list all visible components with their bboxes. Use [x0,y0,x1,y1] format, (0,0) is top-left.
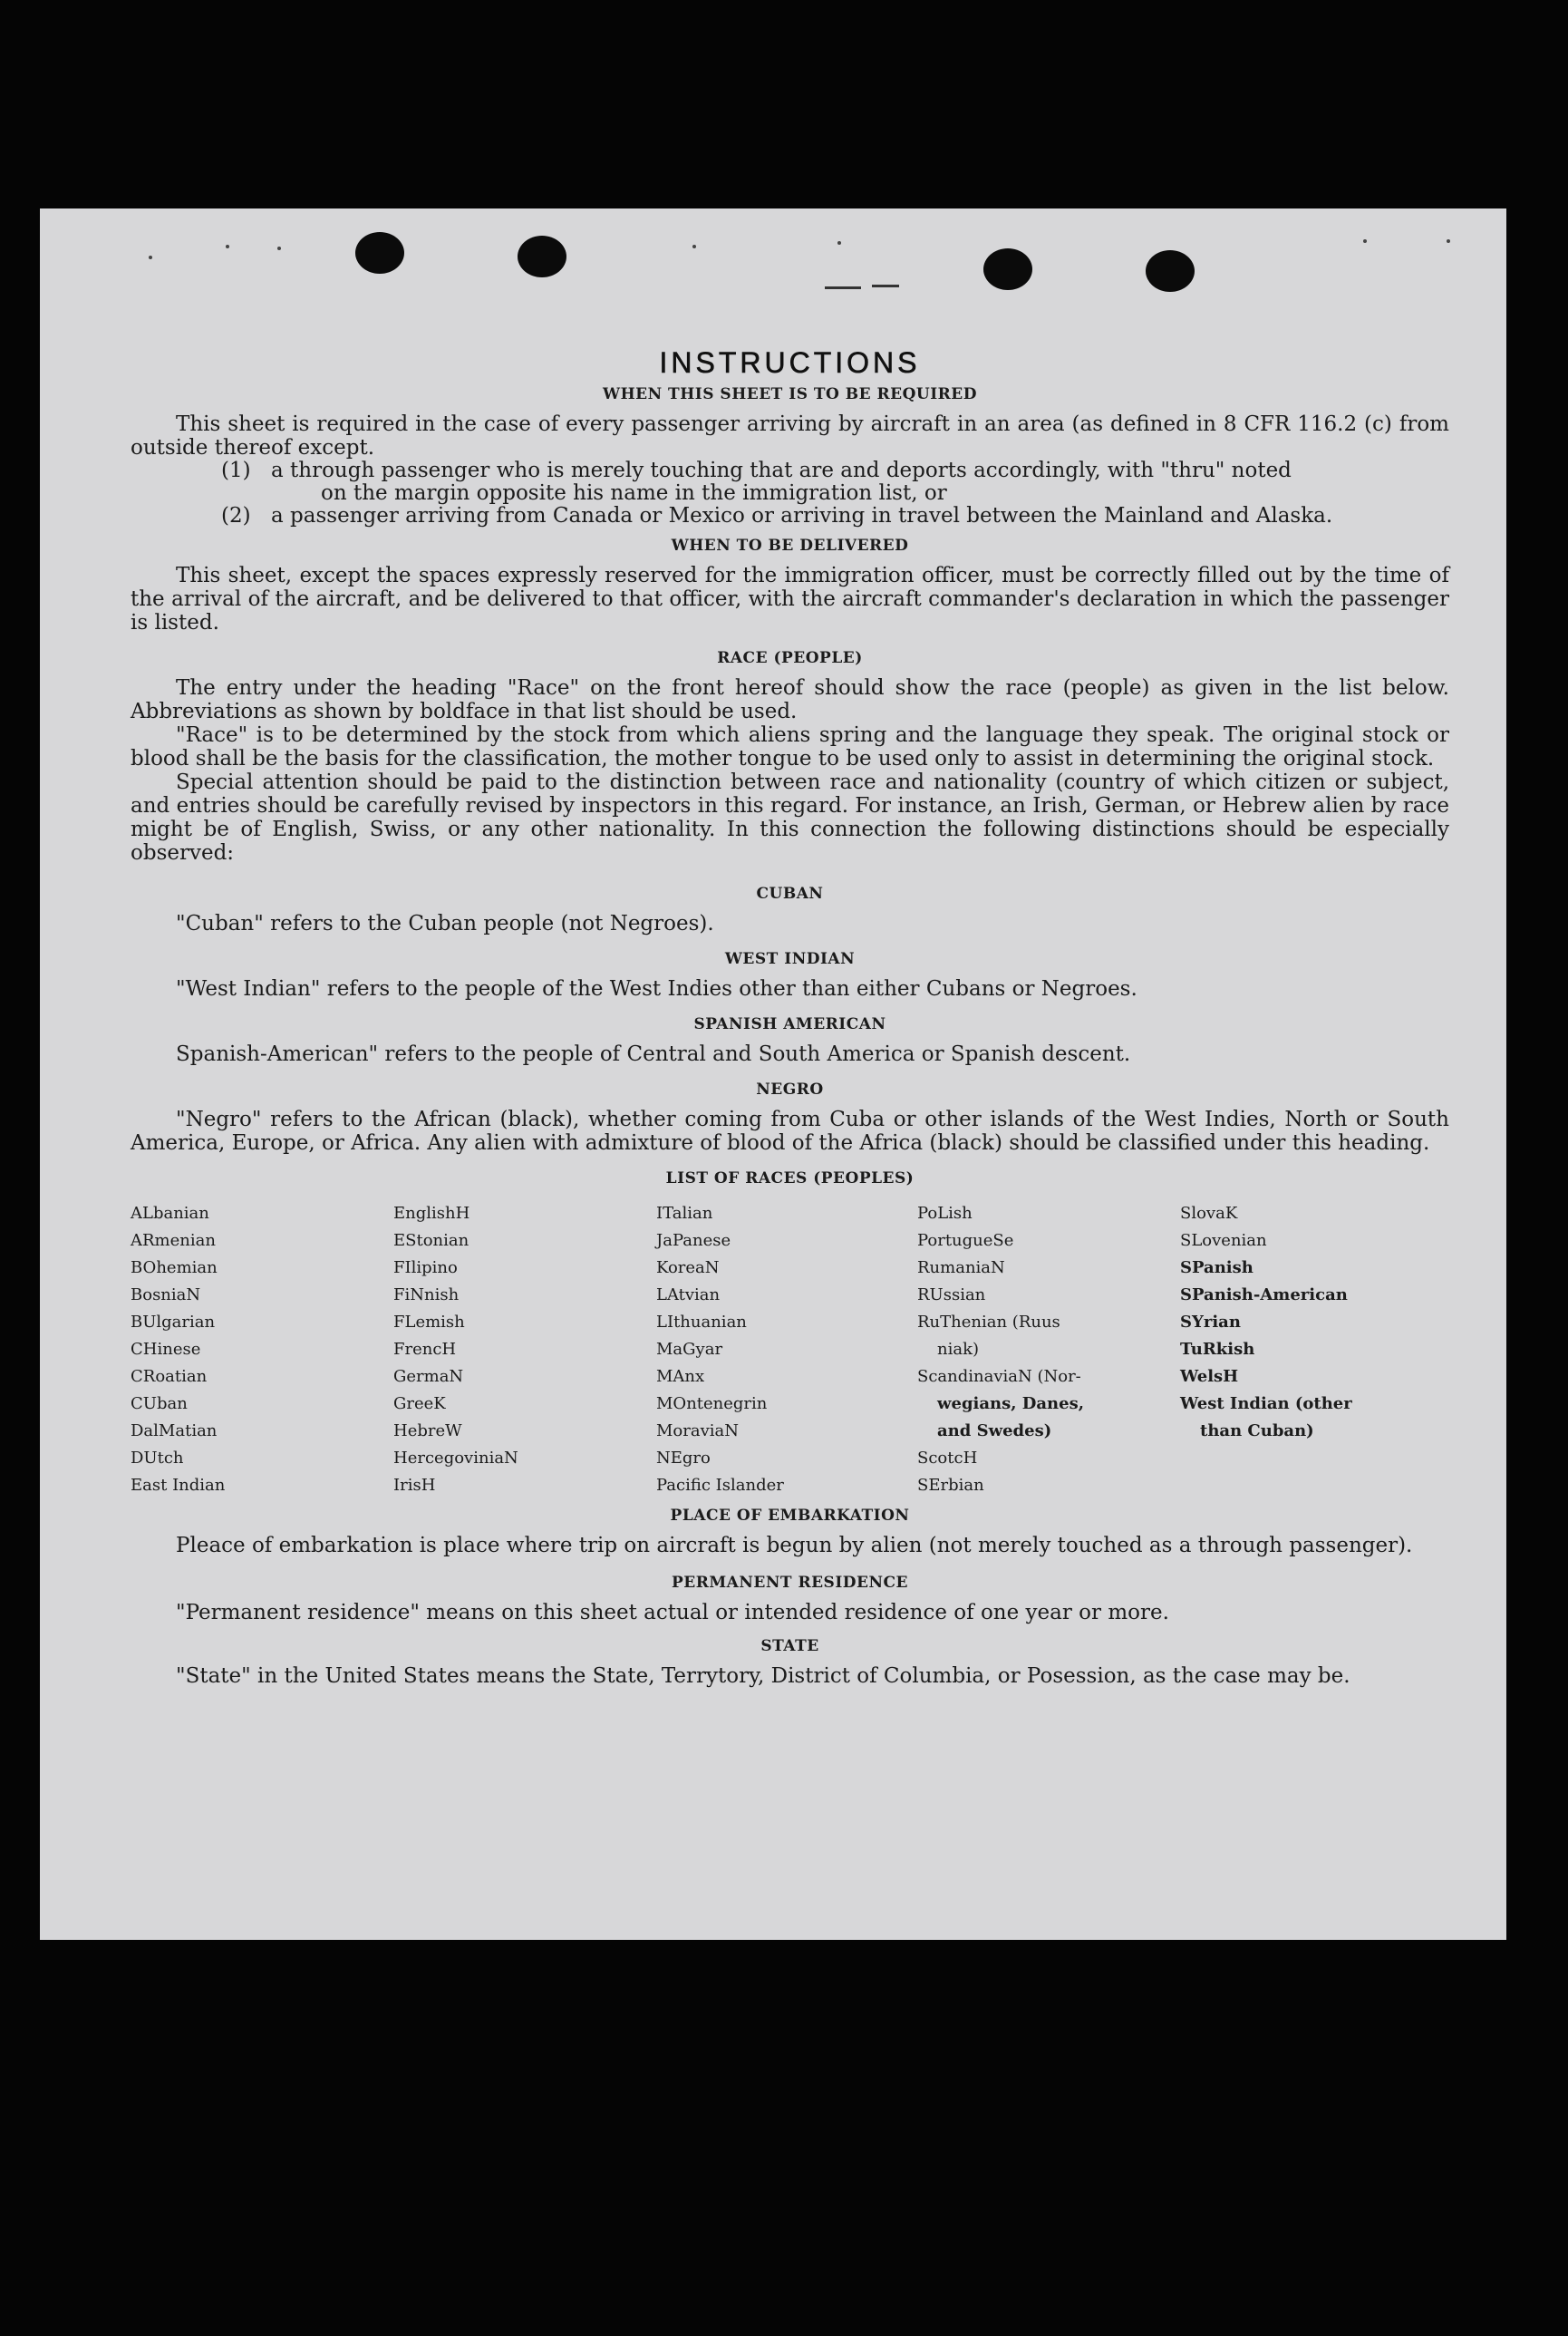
race-item: FIlipino [393,1258,458,1277]
race-item: PoLish [917,1204,973,1223]
paragraph: Special attention should be paid to the distinction between race and nationality (country of which citizen or subject, and entries should be carefully revised by inspectors in this regard. For instance, an Irish, German, or Hebrew alien by race might be of English, Swiss, or any other nationality. In this connection the following distinctions should be especially observed: [131,771,1449,865]
race-list [131,1200,1449,1499]
race-column [656,1200,917,1499]
race-item: BOhemian [131,1258,218,1277]
race-item: SlovaK [1180,1204,1238,1223]
race-item: CRoatian [131,1367,208,1386]
race-item: DalMatian [131,1421,218,1440]
speck [1447,239,1450,243]
race-item: RuThenian (Ruus [917,1313,1060,1332]
paragraph: "Permanent residence" means on this sheet actual or intended residence of one year or more. [176,1601,1169,1624]
section-heading: WEST INDIAN [724,950,856,968]
race-column [131,1200,393,1499]
paragraph: This sheet, except the spaces expressly reserved for the immigration officer, must be correctly filled out by the time of the arrival of the aircraft, and be delivered to that officer, with the aircraft commander's declaration in which the passenger is listed. [131,564,1449,635]
race-item: East Indian [131,1476,226,1495]
race-item: FiNnish [393,1285,460,1304]
document-sheet [40,208,1506,1940]
race-column [1180,1200,1443,1499]
speck [226,245,229,248]
race-item: SPanish [1180,1258,1253,1277]
race-item: ScotcH [917,1449,978,1468]
item-text: a through passenger who is merely touching that are and deports accordingly, with "thru" noted [271,459,1292,482]
race-item: LAtvian [656,1285,721,1304]
race-item: FLemish [393,1313,465,1332]
item-number: (2) [221,504,251,528]
punch-hole [983,248,1032,290]
race-item: DUtch [131,1449,184,1468]
item-text-continued: on the margin opposite his name in the immigration list, or [321,481,947,505]
race-item: WelsH [1180,1367,1239,1386]
section-heading: PLACE OF EMBARKATION [670,1507,910,1525]
section-heading: SPANISH AMERICAN [693,1015,886,1033]
race-item: PortugueSe [917,1231,1014,1250]
section-heading: PERMANENT RESIDENCE [671,1574,909,1592]
race-item: and Swedes) [937,1421,1052,1440]
race-item: JaPanese [656,1231,731,1250]
paragraph: "Race" is to be determined by the stock from which aliens spring and the language they speak. The original stock or blood shall be the basis for the classification, the mother tongue to be used only to assist in determining the original stock. [131,723,1449,771]
race-item: CUban [131,1394,188,1413]
race-column [917,1200,1180,1499]
paragraph: "West Indian" refers to the people of the West Indies other than either Cubans or Negroes. [176,977,1137,1001]
section-heading: WHEN THIS SHEET IS TO BE REQUIRED [602,385,978,403]
race-item: HercegoviniaN [393,1449,518,1468]
race-item: MaGyar [656,1340,723,1359]
race-item: than Cuban) [1200,1421,1314,1440]
section-heading: NEGRO [756,1081,824,1099]
condition-item [131,460,1449,505]
race-item: HebreW [393,1421,462,1440]
race-item: SPanish-American [1180,1285,1348,1304]
item-text: a passenger arriving from Canada or Mexico or arriving in travel between the Mainland and Alaska. [271,504,1333,528]
race-item: GreeK [393,1394,446,1413]
race-item: MoraviaN [656,1421,740,1440]
race-item: TuRkish [1180,1340,1255,1359]
speck [1363,239,1367,243]
section-heading: CUBAN [756,885,824,903]
race-item: MAnx [656,1367,705,1386]
race-item: EnglishH [393,1204,470,1223]
race-item: LIthuanian [656,1313,747,1332]
race-item: RUssian [917,1285,986,1304]
section-heading: RACE (PEOPLE) [717,649,863,667]
speck [277,247,281,250]
race-item: West Indian (other [1180,1394,1352,1413]
section-heading: LIST OF RACES (PEOPLES) [665,1169,915,1187]
race-item: Pacific Islander [656,1476,784,1495]
mark [872,285,899,287]
mark [825,286,861,289]
speck [837,241,841,245]
race-item: RumaniaN [917,1258,1005,1277]
paragraph: The entry under the heading "Race" on the front hereof should show the race (people) as given in the list below. Abbreviations as shown by boldface in that list should be used. [131,676,1449,723]
paragraph: "Negro" refers to the African (black), whether coming from Cuba or other islands of the West Indies, North or South America, Europe, or Africa. Any alien with admixture of blood of the Africa (black) should be classified under this heading. [131,1108,1449,1155]
race-item: CHinese [131,1340,201,1359]
item-number: (1) [221,459,251,482]
race-item: BUlgarian [131,1313,216,1332]
paragraph: Spanish-American" refers to the people of Central and South America or Spanish descent. [176,1042,1131,1066]
race-item: ScandinaviaN (Nor- [917,1367,1081,1386]
punch-hole [518,236,566,277]
race-item: niak) [937,1340,980,1359]
race-item: GermaN [393,1367,464,1386]
punch-hole [1146,250,1195,292]
race-item: ALbanian [131,1204,209,1223]
race-item: SLovenian [1180,1231,1267,1250]
paragraph: "Cuban" refers to the Cuban people (not Negroes). [176,912,714,935]
section-heading: STATE [760,1637,819,1655]
speck [692,245,696,248]
condition-item [131,505,1449,528]
race-item: IrisH [393,1476,436,1495]
race-column [393,1200,656,1499]
instructions-content [131,346,1449,1688]
race-item: KoreaN [656,1258,720,1277]
race-item: wegians, Danes, [937,1394,1084,1413]
paragraph: "State" in the United States means the State, Terrytory, District of Columbia, or Posession, as the case may be. [176,1664,1350,1688]
paragraph: Pleace of embarkation is place where trip on aircraft is begun by alien (not merely touched as a through passenger). [176,1534,1413,1557]
race-item: ITalian [656,1204,713,1223]
race-item: FrencH [393,1340,457,1359]
punch-hole [355,232,404,274]
race-item: BosniaN [131,1285,201,1304]
race-item: EStonian [393,1231,469,1250]
race-item: MOntenegrin [656,1394,768,1413]
race-item: SYrian [1180,1313,1241,1332]
speck [149,256,152,259]
race-item: SErbian [917,1476,984,1495]
section-heading: WHEN TO BE DELIVERED [671,537,909,555]
page-title: INSTRUCTIONS [659,346,921,379]
paragraph: This sheet is required in the case of every passenger arriving by aircraft in an area (as defined in 8 CFR 116.2 (c) from outside thereof except. [131,412,1449,460]
race-item: NEgro [656,1449,711,1468]
race-item: ARmenian [131,1231,216,1250]
